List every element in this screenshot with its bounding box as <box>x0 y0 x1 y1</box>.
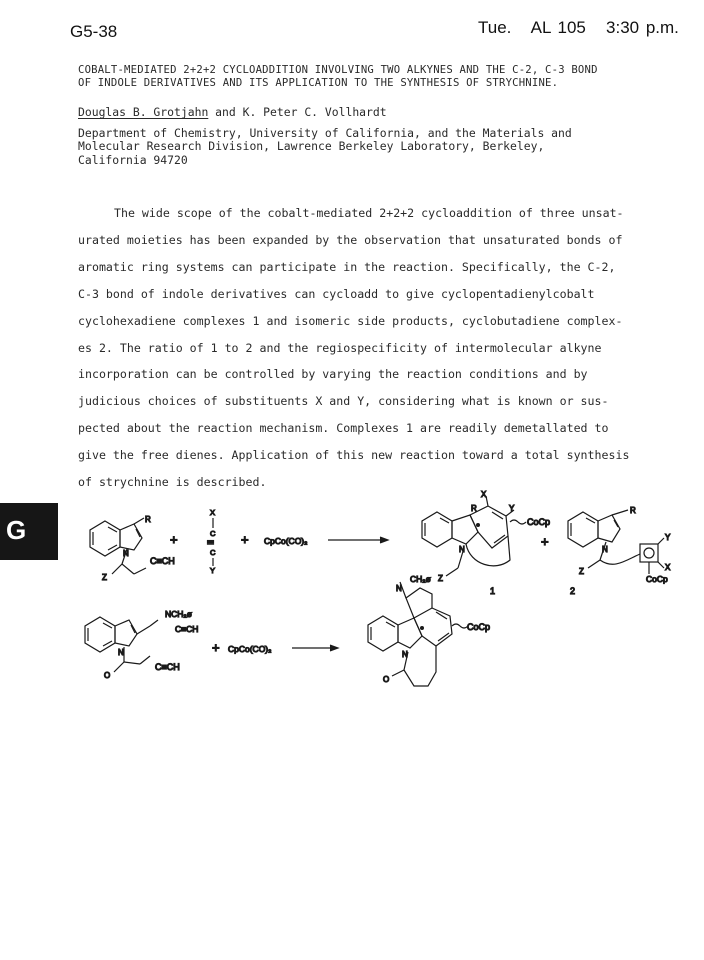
r-substituent-label: R <box>145 515 151 524</box>
affiliation-line: Department of Chemistry, University of California, and the Materials and <box>78 126 572 140</box>
abstract-line: cyclohexadiene complexes 1 and isomeric side products, cyclobutadiene complex- <box>78 313 623 328</box>
alkyne-label: C≡CH <box>150 556 175 566</box>
abstract-line: give the free dienes. Application of this new reaction toward a total synthesis <box>78 448 630 463</box>
title-line: COBALT-MEDIATED 2+2+2 CYCLOADDITION INVOLVING TWO ALKYNES AND THE C-2, C-3 BOND <box>78 64 598 76</box>
n-label: N <box>459 545 465 554</box>
abstract-line: of strychnine is described. <box>78 475 267 490</box>
abstract-line: incorporation can be controlled by varying the reaction conditions and by <box>78 367 588 382</box>
amine-label: NCH₂ø <box>165 609 192 619</box>
plus-sign: + <box>170 532 178 547</box>
alkyne-label: C≡CH <box>155 662 180 672</box>
z-label: Z <box>579 567 584 576</box>
plus-sign: + <box>541 534 549 549</box>
reaction-scheme <box>0 490 704 700</box>
triple-bond-mark: ||| <box>207 540 213 545</box>
abstract-line: es 2. The ratio of 1 to 2 and the regiospecificity of intermolecular alkyne <box>78 340 602 355</box>
reagent-label: CpCo(CO)₂ <box>228 644 272 654</box>
x-label: X <box>210 508 216 517</box>
abstract-line: aromatic ring systems can participate in the reaction. Specifically, the C-2, <box>78 259 616 274</box>
abstract-line: judicious choices of substituents X and Y, considering what is known or sus- <box>78 394 609 409</box>
r-substituent-label: R <box>630 506 636 515</box>
plus-sign: + <box>212 640 220 655</box>
indole-structure <box>90 518 146 574</box>
presenting-author: Douglas B. Grotjahn <box>78 105 209 119</box>
r-substituent-label: R <box>471 504 477 513</box>
y-label: Y <box>210 566 216 575</box>
author-list <box>78 105 387 119</box>
x-label: X <box>481 490 487 499</box>
affiliation <box>78 127 678 167</box>
amine-alkyne-label: C≡CH <box>175 624 199 634</box>
alkyne-carbon: C <box>210 548 216 557</box>
session-code: G5-38 <box>70 22 118 41</box>
section-tab-letter: G <box>6 515 27 545</box>
cocp-label: CoCp <box>467 622 491 632</box>
title-line: OF INDOLE DERIVATIVES AND ITS APPLICATION TO THE SYNTHESIS OF STRYCHNINE. <box>78 77 559 89</box>
n-label: N <box>602 545 608 554</box>
compound-1-label: 1 <box>490 586 496 596</box>
carbonyl-o-label: O <box>383 675 390 684</box>
y-label: Y <box>665 533 671 542</box>
abstract-body <box>78 200 668 496</box>
y-label: Y <box>509 504 515 513</box>
carbonyl-o-label: O <box>104 671 111 680</box>
n-label: N <box>396 584 402 593</box>
abstract-line: The wide scope of the cobalt-mediated 2+2+2 cycloaddition of three unsat- <box>114 206 624 220</box>
affiliation-line: California 94720 <box>78 152 188 167</box>
product-2-structure <box>568 510 664 574</box>
z-label: Z <box>102 573 107 582</box>
indole-n-label: N <box>123 549 129 558</box>
x-label: X <box>665 563 671 572</box>
cocp-label: CoCp <box>646 574 668 584</box>
strychnine-precursor-structure <box>85 617 158 672</box>
alkyne-carbon: C <box>210 529 216 538</box>
session-info: Tue. AL 105 3:30 p.m. <box>478 18 679 37</box>
z-label: Z <box>438 574 443 583</box>
affiliation-line: Molecular Research Division, Lawrence Berkeley Laboratory, Berkeley, <box>78 139 545 154</box>
abstract-line: C-3 bond of indole derivatives can cycloadd to give cyclopentadienylcobalt <box>78 286 595 301</box>
abstract-line: pected about the reaction mechanism. Complexes 1 are readily demetallated to <box>78 421 609 436</box>
coauthors: and K. Peter C. Vollhardt <box>208 105 387 119</box>
n-label: N <box>118 648 124 657</box>
paper-title <box>78 64 678 90</box>
benzyl-label: CH₂ø <box>410 574 431 584</box>
abstract-line: urated moieties has been expanded by the observation that unsaturated bonds of <box>78 232 623 247</box>
strychnine-intermediate-structure <box>368 582 468 686</box>
cocp-label: CoCp <box>527 517 551 527</box>
reagent-label: CpCo(CO)₂ <box>264 536 308 546</box>
plus-sign: + <box>241 532 249 547</box>
compound-2-label: 2 <box>570 586 576 596</box>
n-label: N <box>402 650 408 659</box>
